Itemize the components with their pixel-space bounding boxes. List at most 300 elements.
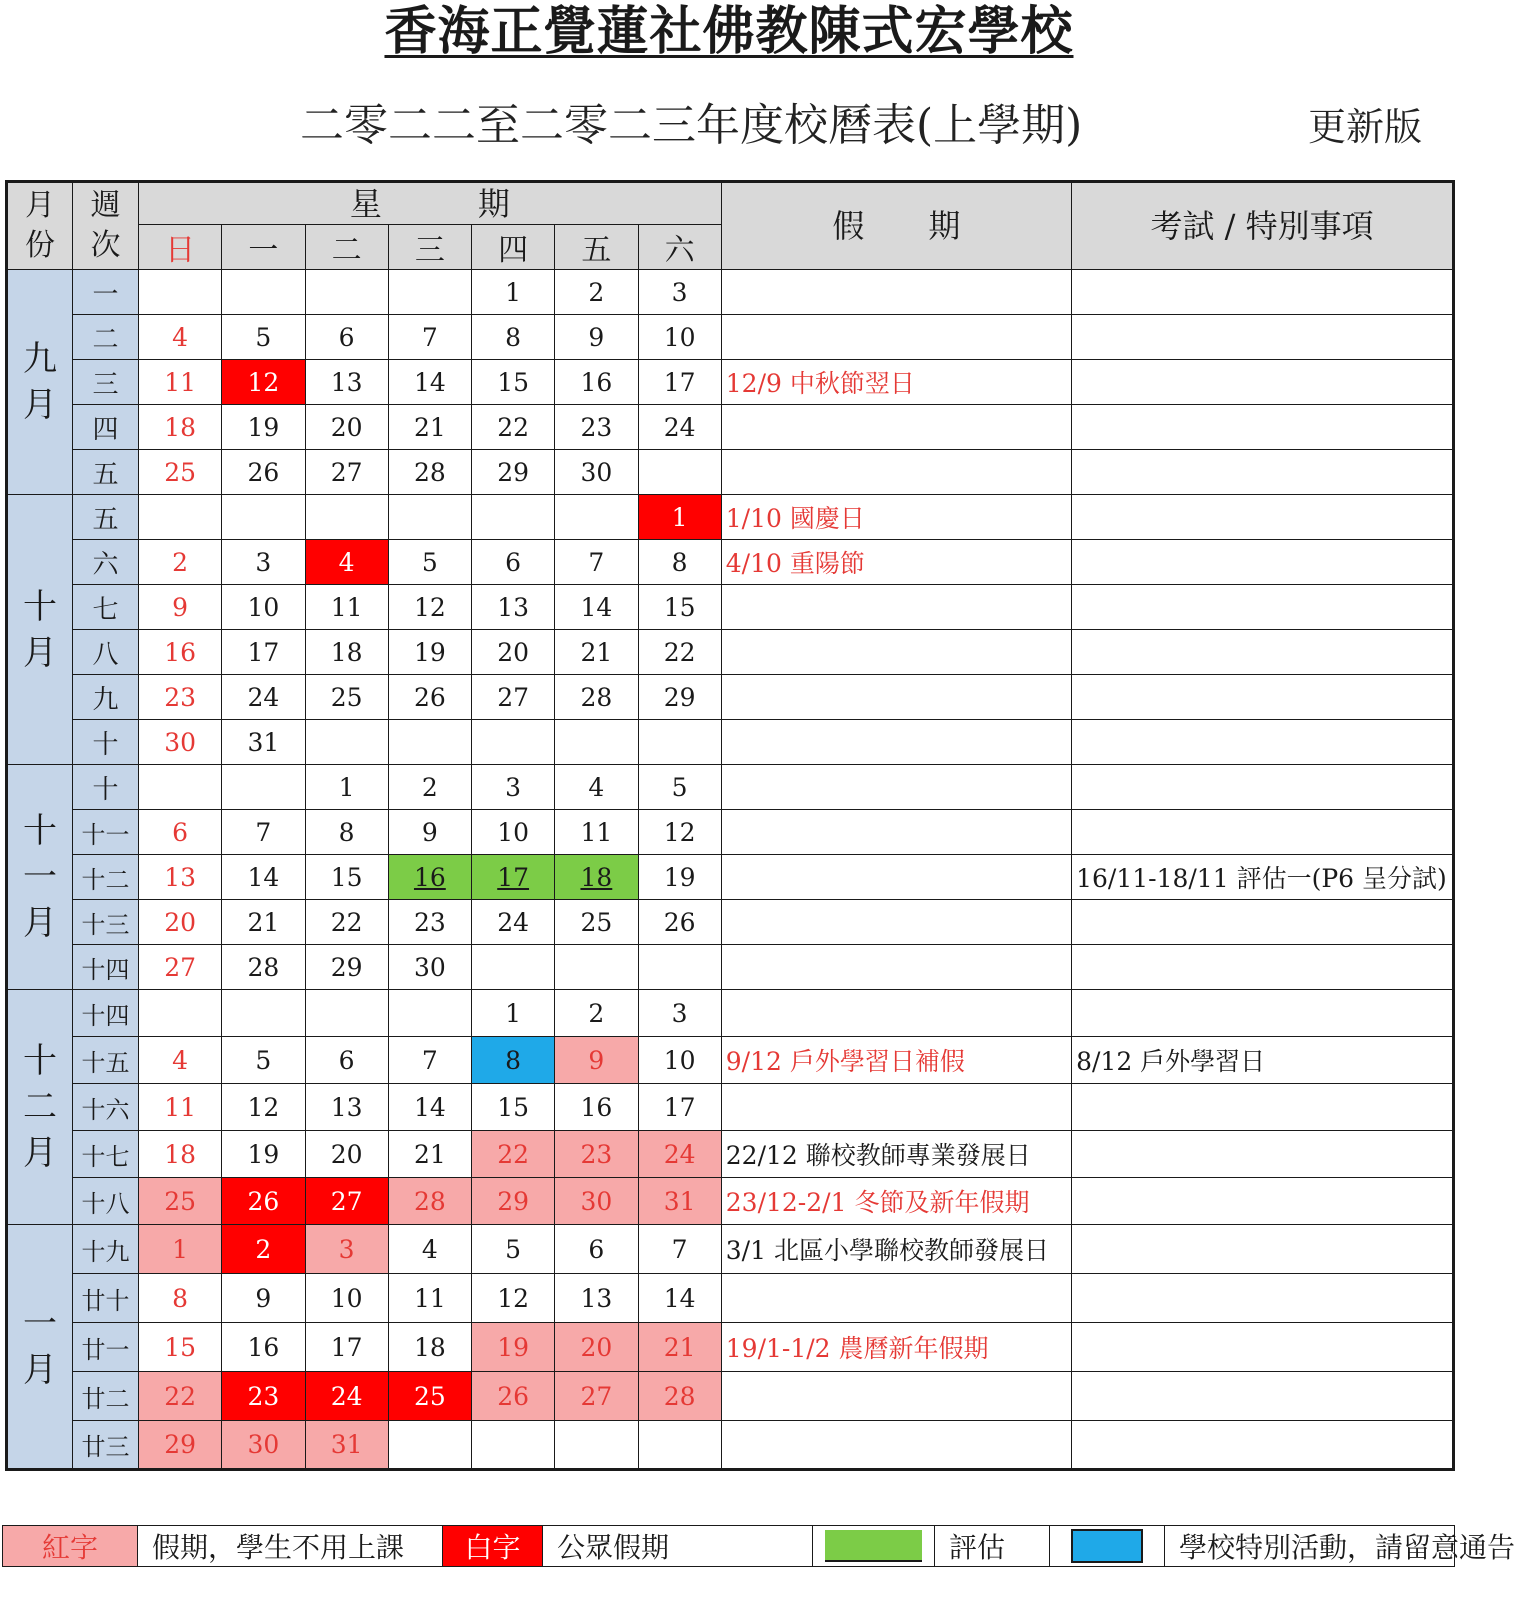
- week-number: 十: [73, 765, 139, 810]
- day-cell-sat: 29: [638, 675, 721, 720]
- week-number: 六: [73, 540, 139, 585]
- day-cell-thu: 5: [472, 1225, 555, 1274]
- day-cell-fri: 11: [555, 810, 638, 855]
- day-cell-fri: [555, 495, 638, 540]
- week-row: [7, 1037, 1454, 1084]
- day-cell-sat: 8: [638, 540, 721, 585]
- day-cell-mon: 12: [222, 1084, 305, 1131]
- week-number: 一: [73, 270, 139, 315]
- day-cell-fri: 23: [555, 405, 638, 450]
- day-header-wed: 三: [388, 225, 471, 270]
- day-cell-wed: 2: [388, 765, 471, 810]
- exam-note: [1072, 990, 1454, 1037]
- day-cell-thu: 19: [472, 1323, 555, 1372]
- legend-red-text-desc: 假期，學生不用上課: [138, 1526, 443, 1567]
- day-cell-fri: 16: [555, 1084, 638, 1131]
- day-cell-tue: 11: [305, 585, 388, 630]
- day-cell-mon: 2: [222, 1225, 305, 1274]
- day-cell-mon: 19: [222, 1131, 305, 1178]
- day-cell-mon: 26: [222, 450, 305, 495]
- day-cell-thu: 24: [472, 900, 555, 945]
- day-cell-wed: [388, 495, 471, 540]
- day-cell-thu: [472, 945, 555, 990]
- day-cell-thu: 1: [472, 990, 555, 1037]
- day-cell-sun: 13: [139, 855, 222, 900]
- month-label: 九 月: [7, 270, 73, 495]
- day-cell-mon: 12: [222, 360, 305, 405]
- day-cell-mon: 16: [222, 1323, 305, 1372]
- week-row: [7, 675, 1454, 720]
- day-cell-sun: [139, 270, 222, 315]
- day-cell-fri: 14: [555, 585, 638, 630]
- day-cell-thu: 22: [472, 405, 555, 450]
- week-row: [7, 1274, 1454, 1323]
- day-cell-sat: 3: [638, 270, 721, 315]
- holiday-note: [721, 315, 1071, 360]
- day-cell-mon: 10: [222, 585, 305, 630]
- day-cell-tue: 10: [305, 1274, 388, 1323]
- day-cell-wed: 21: [388, 405, 471, 450]
- exam-note: [1072, 720, 1454, 765]
- day-cell-tue: 4: [305, 540, 388, 585]
- day-cell-thu: 8: [472, 315, 555, 360]
- day-cell-sun: 23: [139, 675, 222, 720]
- day-cell-wed: [388, 720, 471, 765]
- day-cell-sun: 15: [139, 1323, 222, 1372]
- week-row: [7, 720, 1454, 765]
- day-cell-tue: [305, 270, 388, 315]
- week-number: 十二: [73, 855, 139, 900]
- day-cell-mon: [222, 495, 305, 540]
- day-cell-thu: 22: [472, 1131, 555, 1178]
- week-header: 週 次: [73, 182, 139, 270]
- holiday-note: [721, 855, 1071, 900]
- exam-note: [1072, 1323, 1454, 1372]
- day-cell-wed: 14: [388, 360, 471, 405]
- week-number: 五: [73, 495, 139, 540]
- day-cell-wed: 28: [388, 450, 471, 495]
- day-cell-tue: [305, 495, 388, 540]
- week-number: 十六: [73, 1084, 139, 1131]
- day-cell-sat: [638, 945, 721, 990]
- day-cell-sat: 24: [638, 1131, 721, 1178]
- day-cell-fri: 2: [555, 270, 638, 315]
- day-cell-fri: 13: [555, 1274, 638, 1323]
- holiday-note: 23/12-2/1 冬節及新年假期: [721, 1178, 1071, 1225]
- week-row: [7, 945, 1454, 990]
- exam-note: [1072, 315, 1454, 360]
- legend: [2, 1525, 1515, 1567]
- day-cell-thu: 12: [472, 1274, 555, 1323]
- week-row: [7, 810, 1454, 855]
- day-header-tue: 二: [305, 225, 388, 270]
- day-cell-tue: 27: [305, 1178, 388, 1225]
- week-row: [7, 540, 1454, 585]
- day-cell-sat: 10: [638, 1037, 721, 1084]
- day-cell-thu: 13: [472, 585, 555, 630]
- day-cell-thu: 26: [472, 1372, 555, 1421]
- day-cell-sat: 17: [638, 360, 721, 405]
- day-header-sat: 六: [638, 225, 721, 270]
- day-header-fri: 五: [555, 225, 638, 270]
- day-cell-fri: 4: [555, 765, 638, 810]
- exam-note: [1072, 810, 1454, 855]
- day-cell-sun: 6: [139, 810, 222, 855]
- holiday-note: [721, 270, 1071, 315]
- day-cell-sun: [139, 765, 222, 810]
- day-cell-wed: 18: [388, 1323, 471, 1372]
- day-cell-fri: 6: [555, 1225, 638, 1274]
- exam-header: 考試 / 特別事項: [1072, 182, 1454, 270]
- day-cell-sun: 25: [139, 1178, 222, 1225]
- holiday-note: [721, 1274, 1071, 1323]
- holiday-note: 9/12 戶外學習日補假: [721, 1037, 1071, 1084]
- day-cell-fri: [555, 720, 638, 765]
- day-cell-tue: 18: [305, 630, 388, 675]
- day-cell-mon: 3: [222, 540, 305, 585]
- day-cell-fri: 28: [555, 675, 638, 720]
- exam-note: [1072, 900, 1454, 945]
- day-cell-sat: [638, 1421, 721, 1470]
- exam-note: [1072, 270, 1454, 315]
- legend-white-text-sample: 白字: [443, 1526, 543, 1567]
- day-cell-sat: 22: [638, 630, 721, 675]
- week-row: [7, 1084, 1454, 1131]
- day-cell-fri: 9: [555, 1037, 638, 1084]
- day-cell-tue: 25: [305, 675, 388, 720]
- day-cell-fri: 25: [555, 900, 638, 945]
- day-cell-mon: 7: [222, 810, 305, 855]
- week-row: [7, 1421, 1454, 1470]
- day-cell-sat: 31: [638, 1178, 721, 1225]
- holiday-note: [721, 630, 1071, 675]
- exam-note: [1072, 1225, 1454, 1274]
- day-cell-thu: 27: [472, 675, 555, 720]
- month-label: 一 月: [7, 1225, 73, 1470]
- day-cell-fri: 20: [555, 1323, 638, 1372]
- day-cell-sat: 26: [638, 900, 721, 945]
- exam-note: [1072, 585, 1454, 630]
- weekday-group-header: 星 期: [139, 182, 722, 225]
- day-cell-sat: 1: [638, 495, 721, 540]
- day-cell-fri: 27: [555, 1372, 638, 1421]
- day-cell-sun: 27: [139, 945, 222, 990]
- day-cell-fri: 16: [555, 360, 638, 405]
- holiday-note: 3/1 北區小學聯校教師發展日: [721, 1225, 1071, 1274]
- day-cell-mon: 5: [222, 1037, 305, 1084]
- week-number: 十四: [73, 945, 139, 990]
- day-cell-sat: 7: [638, 1225, 721, 1274]
- day-cell-thu: [472, 720, 555, 765]
- day-cell-mon: [222, 765, 305, 810]
- legend-red-text-sample: 紅字: [3, 1526, 138, 1567]
- day-cell-fri: 30: [555, 450, 638, 495]
- holiday-note: 22/12 聯校教師專業發展日: [721, 1131, 1071, 1178]
- holiday-note: [721, 765, 1071, 810]
- holiday-note: [721, 990, 1071, 1037]
- exam-note: [1072, 450, 1454, 495]
- week-row: [7, 1372, 1454, 1421]
- day-cell-wed: 19: [388, 630, 471, 675]
- holiday-note: [721, 405, 1071, 450]
- week-row: [7, 900, 1454, 945]
- day-cell-mon: 21: [222, 900, 305, 945]
- holiday-note: [721, 1421, 1071, 1470]
- day-cell-tue: 13: [305, 360, 388, 405]
- day-cell-mon: 28: [222, 945, 305, 990]
- day-cell-tue: 3: [305, 1225, 388, 1274]
- day-cell-mon: 19: [222, 405, 305, 450]
- day-cell-sat: [638, 450, 721, 495]
- week-row: [7, 405, 1454, 450]
- exam-note: [1072, 1274, 1454, 1323]
- week-row: [7, 990, 1454, 1037]
- day-cell-wed: [388, 1421, 471, 1470]
- day-cell-tue: 15: [305, 855, 388, 900]
- holiday-note: 1/10 國慶日: [721, 495, 1071, 540]
- day-cell-wed: 25: [388, 1372, 471, 1421]
- exam-note: [1072, 765, 1454, 810]
- week-row: [7, 765, 1454, 810]
- legend-special-swatch: [1050, 1526, 1165, 1567]
- holiday-note: [721, 1084, 1071, 1131]
- day-cell-sun: 29: [139, 1421, 222, 1470]
- holiday-note: [721, 810, 1071, 855]
- holiday-note: 12/9 中秋節翌日: [721, 360, 1071, 405]
- week-number: 九: [73, 675, 139, 720]
- day-cell-sun: 25: [139, 450, 222, 495]
- day-cell-sun: 30: [139, 720, 222, 765]
- day-cell-sat: 19: [638, 855, 721, 900]
- day-cell-mon: [222, 990, 305, 1037]
- day-cell-tue: 22: [305, 900, 388, 945]
- day-cell-wed: 21: [388, 1131, 471, 1178]
- holiday-note: 4/10 重陽節: [721, 540, 1071, 585]
- exam-note: [1072, 405, 1454, 450]
- day-cell-thu: 29: [472, 450, 555, 495]
- day-cell-thu: 8: [472, 1037, 555, 1084]
- day-cell-sat: 28: [638, 1372, 721, 1421]
- week-number: 十五: [73, 1037, 139, 1084]
- week-row: [7, 855, 1454, 900]
- day-cell-fri: [555, 1421, 638, 1470]
- day-header-mon: 一: [222, 225, 305, 270]
- day-cell-sun: 11: [139, 1084, 222, 1131]
- exam-note: 8/12 戶外學習日: [1072, 1037, 1454, 1084]
- week-row: [7, 1131, 1454, 1178]
- day-cell-mon: [222, 270, 305, 315]
- day-cell-wed: 28: [388, 1178, 471, 1225]
- week-number: 十三: [73, 900, 139, 945]
- day-header-thu: 四: [472, 225, 555, 270]
- day-cell-thu: 17: [472, 855, 555, 900]
- day-cell-tue: 1: [305, 765, 388, 810]
- week-row: [7, 495, 1454, 540]
- day-cell-tue: 24: [305, 1372, 388, 1421]
- holiday-note: [721, 450, 1071, 495]
- day-cell-sun: 18: [139, 405, 222, 450]
- day-cell-sat: 14: [638, 1274, 721, 1323]
- day-cell-tue: 6: [305, 315, 388, 360]
- day-cell-fri: 2: [555, 990, 638, 1037]
- day-cell-wed: 5: [388, 540, 471, 585]
- day-cell-sat: 21: [638, 1323, 721, 1372]
- exam-note: 16/11-18/11 評估一(P6 呈分試): [1072, 855, 1454, 900]
- day-cell-sun: 18: [139, 1131, 222, 1178]
- day-cell-wed: 16: [388, 855, 471, 900]
- exam-note: [1072, 1372, 1454, 1421]
- day-cell-wed: 30: [388, 945, 471, 990]
- day-cell-sun: 22: [139, 1372, 222, 1421]
- week-number: 二: [73, 315, 139, 360]
- day-cell-tue: 13: [305, 1084, 388, 1131]
- day-cell-thu: [472, 1421, 555, 1470]
- day-cell-fri: 7: [555, 540, 638, 585]
- exam-note: [1072, 1084, 1454, 1131]
- day-cell-wed: 14: [388, 1084, 471, 1131]
- version-label: 更新版: [1307, 105, 1422, 149]
- day-cell-tue: 8: [305, 810, 388, 855]
- day-cell-fri: 9: [555, 315, 638, 360]
- week-row: [7, 450, 1454, 495]
- day-cell-sat: 10: [638, 315, 721, 360]
- legend-assessment-swatch: [813, 1526, 935, 1567]
- day-cell-fri: 18: [555, 855, 638, 900]
- day-cell-sun: [139, 495, 222, 540]
- day-cell-mon: 14: [222, 855, 305, 900]
- legend-white-text-desc: 公眾假期: [543, 1526, 813, 1567]
- day-cell-wed: 11: [388, 1274, 471, 1323]
- day-cell-fri: 23: [555, 1131, 638, 1178]
- day-cell-wed: 7: [388, 1037, 471, 1084]
- day-cell-sat: 15: [638, 585, 721, 630]
- calendar-body: [7, 270, 1454, 1470]
- day-cell-mon: 30: [222, 1421, 305, 1470]
- day-cell-sat: [638, 720, 721, 765]
- week-row: [7, 585, 1454, 630]
- header-row-1: [7, 182, 1454, 225]
- week-number: 十四: [73, 990, 139, 1037]
- exam-note: [1072, 360, 1454, 405]
- day-cell-thu: 20: [472, 630, 555, 675]
- week-number: 十一: [73, 810, 139, 855]
- day-cell-wed: 9: [388, 810, 471, 855]
- day-cell-thu: [472, 495, 555, 540]
- week-number: 廿一: [73, 1323, 139, 1372]
- day-cell-wed: 4: [388, 1225, 471, 1274]
- week-row: [7, 270, 1454, 315]
- day-cell-sun: 11: [139, 360, 222, 405]
- week-number: 廿十: [73, 1274, 139, 1323]
- day-cell-tue: 31: [305, 1421, 388, 1470]
- day-cell-fri: [555, 945, 638, 990]
- week-row: [7, 1323, 1454, 1372]
- day-cell-sun: 9: [139, 585, 222, 630]
- week-row: [7, 1225, 1454, 1274]
- day-cell-sun: 20: [139, 900, 222, 945]
- week-row: [7, 630, 1454, 675]
- day-cell-mon: 26: [222, 1178, 305, 1225]
- day-cell-fri: 21: [555, 630, 638, 675]
- day-cell-thu: 15: [472, 1084, 555, 1131]
- exam-note: [1072, 630, 1454, 675]
- day-cell-tue: 17: [305, 1323, 388, 1372]
- day-cell-thu: 3: [472, 765, 555, 810]
- holiday-note: 19/1-1/2 農曆新年假期: [721, 1323, 1071, 1372]
- day-cell-mon: 17: [222, 630, 305, 675]
- day-cell-thu: 29: [472, 1178, 555, 1225]
- day-cell-wed: 26: [388, 675, 471, 720]
- day-cell-sun: 8: [139, 1274, 222, 1323]
- day-cell-thu: 6: [472, 540, 555, 585]
- day-cell-fri: 30: [555, 1178, 638, 1225]
- exam-note: [1072, 495, 1454, 540]
- week-number: 十九: [73, 1225, 139, 1274]
- day-cell-thu: 10: [472, 810, 555, 855]
- school-calendar-table: [5, 180, 1455, 1471]
- holiday-note: [721, 945, 1071, 990]
- week-number: 五: [73, 450, 139, 495]
- exam-note: [1072, 1178, 1454, 1225]
- holiday-note: [721, 720, 1071, 765]
- day-cell-tue: [305, 990, 388, 1037]
- week-number: 三: [73, 360, 139, 405]
- day-cell-sun: [139, 990, 222, 1037]
- month-label: 十 月: [7, 495, 73, 765]
- day-cell-wed: 12: [388, 585, 471, 630]
- school-title: 香海正覺蓮社佛教陳式宏學校: [384, 1, 1074, 62]
- exam-note: [1072, 675, 1454, 720]
- holiday-note: [721, 585, 1071, 630]
- calendar-subtitle: 二零二二至二零二三年度校曆表(上學期): [300, 100, 1083, 151]
- exam-note: [1072, 1421, 1454, 1470]
- day-cell-wed: [388, 990, 471, 1037]
- day-cell-tue: 29: [305, 945, 388, 990]
- month-header: 月 份: [7, 182, 73, 270]
- week-number: 八: [73, 630, 139, 675]
- week-number: 七: [73, 585, 139, 630]
- week-number: 十八: [73, 1178, 139, 1225]
- day-cell-sun: 2: [139, 540, 222, 585]
- holiday-header: 假 期: [721, 182, 1071, 270]
- day-cell-wed: [388, 270, 471, 315]
- month-label: 十 二 月: [7, 990, 73, 1225]
- day-cell-mon: 23: [222, 1372, 305, 1421]
- day-cell-sun: 1: [139, 1225, 222, 1274]
- day-cell-tue: 20: [305, 1131, 388, 1178]
- day-cell-wed: 23: [388, 900, 471, 945]
- day-cell-tue: 20: [305, 405, 388, 450]
- day-cell-mon: 5: [222, 315, 305, 360]
- exam-note: [1072, 540, 1454, 585]
- exam-note: [1072, 1131, 1454, 1178]
- day-header-sun: 日: [139, 225, 222, 270]
- day-cell-tue: 6: [305, 1037, 388, 1084]
- day-cell-tue: [305, 720, 388, 765]
- month-label: 十 一 月: [7, 765, 73, 990]
- day-cell-mon: 24: [222, 675, 305, 720]
- legend-special-desc: 學校特別活動，請留意通告: [1165, 1526, 1455, 1567]
- day-cell-tue: 27: [305, 450, 388, 495]
- week-row: [7, 1178, 1454, 1225]
- exam-note: [1072, 945, 1454, 990]
- day-cell-sat: 17: [638, 1084, 721, 1131]
- holiday-note: [721, 900, 1071, 945]
- week-number: 十: [73, 720, 139, 765]
- day-cell-sat: 24: [638, 405, 721, 450]
- week-row: [7, 315, 1454, 360]
- day-cell-thu: 15: [472, 360, 555, 405]
